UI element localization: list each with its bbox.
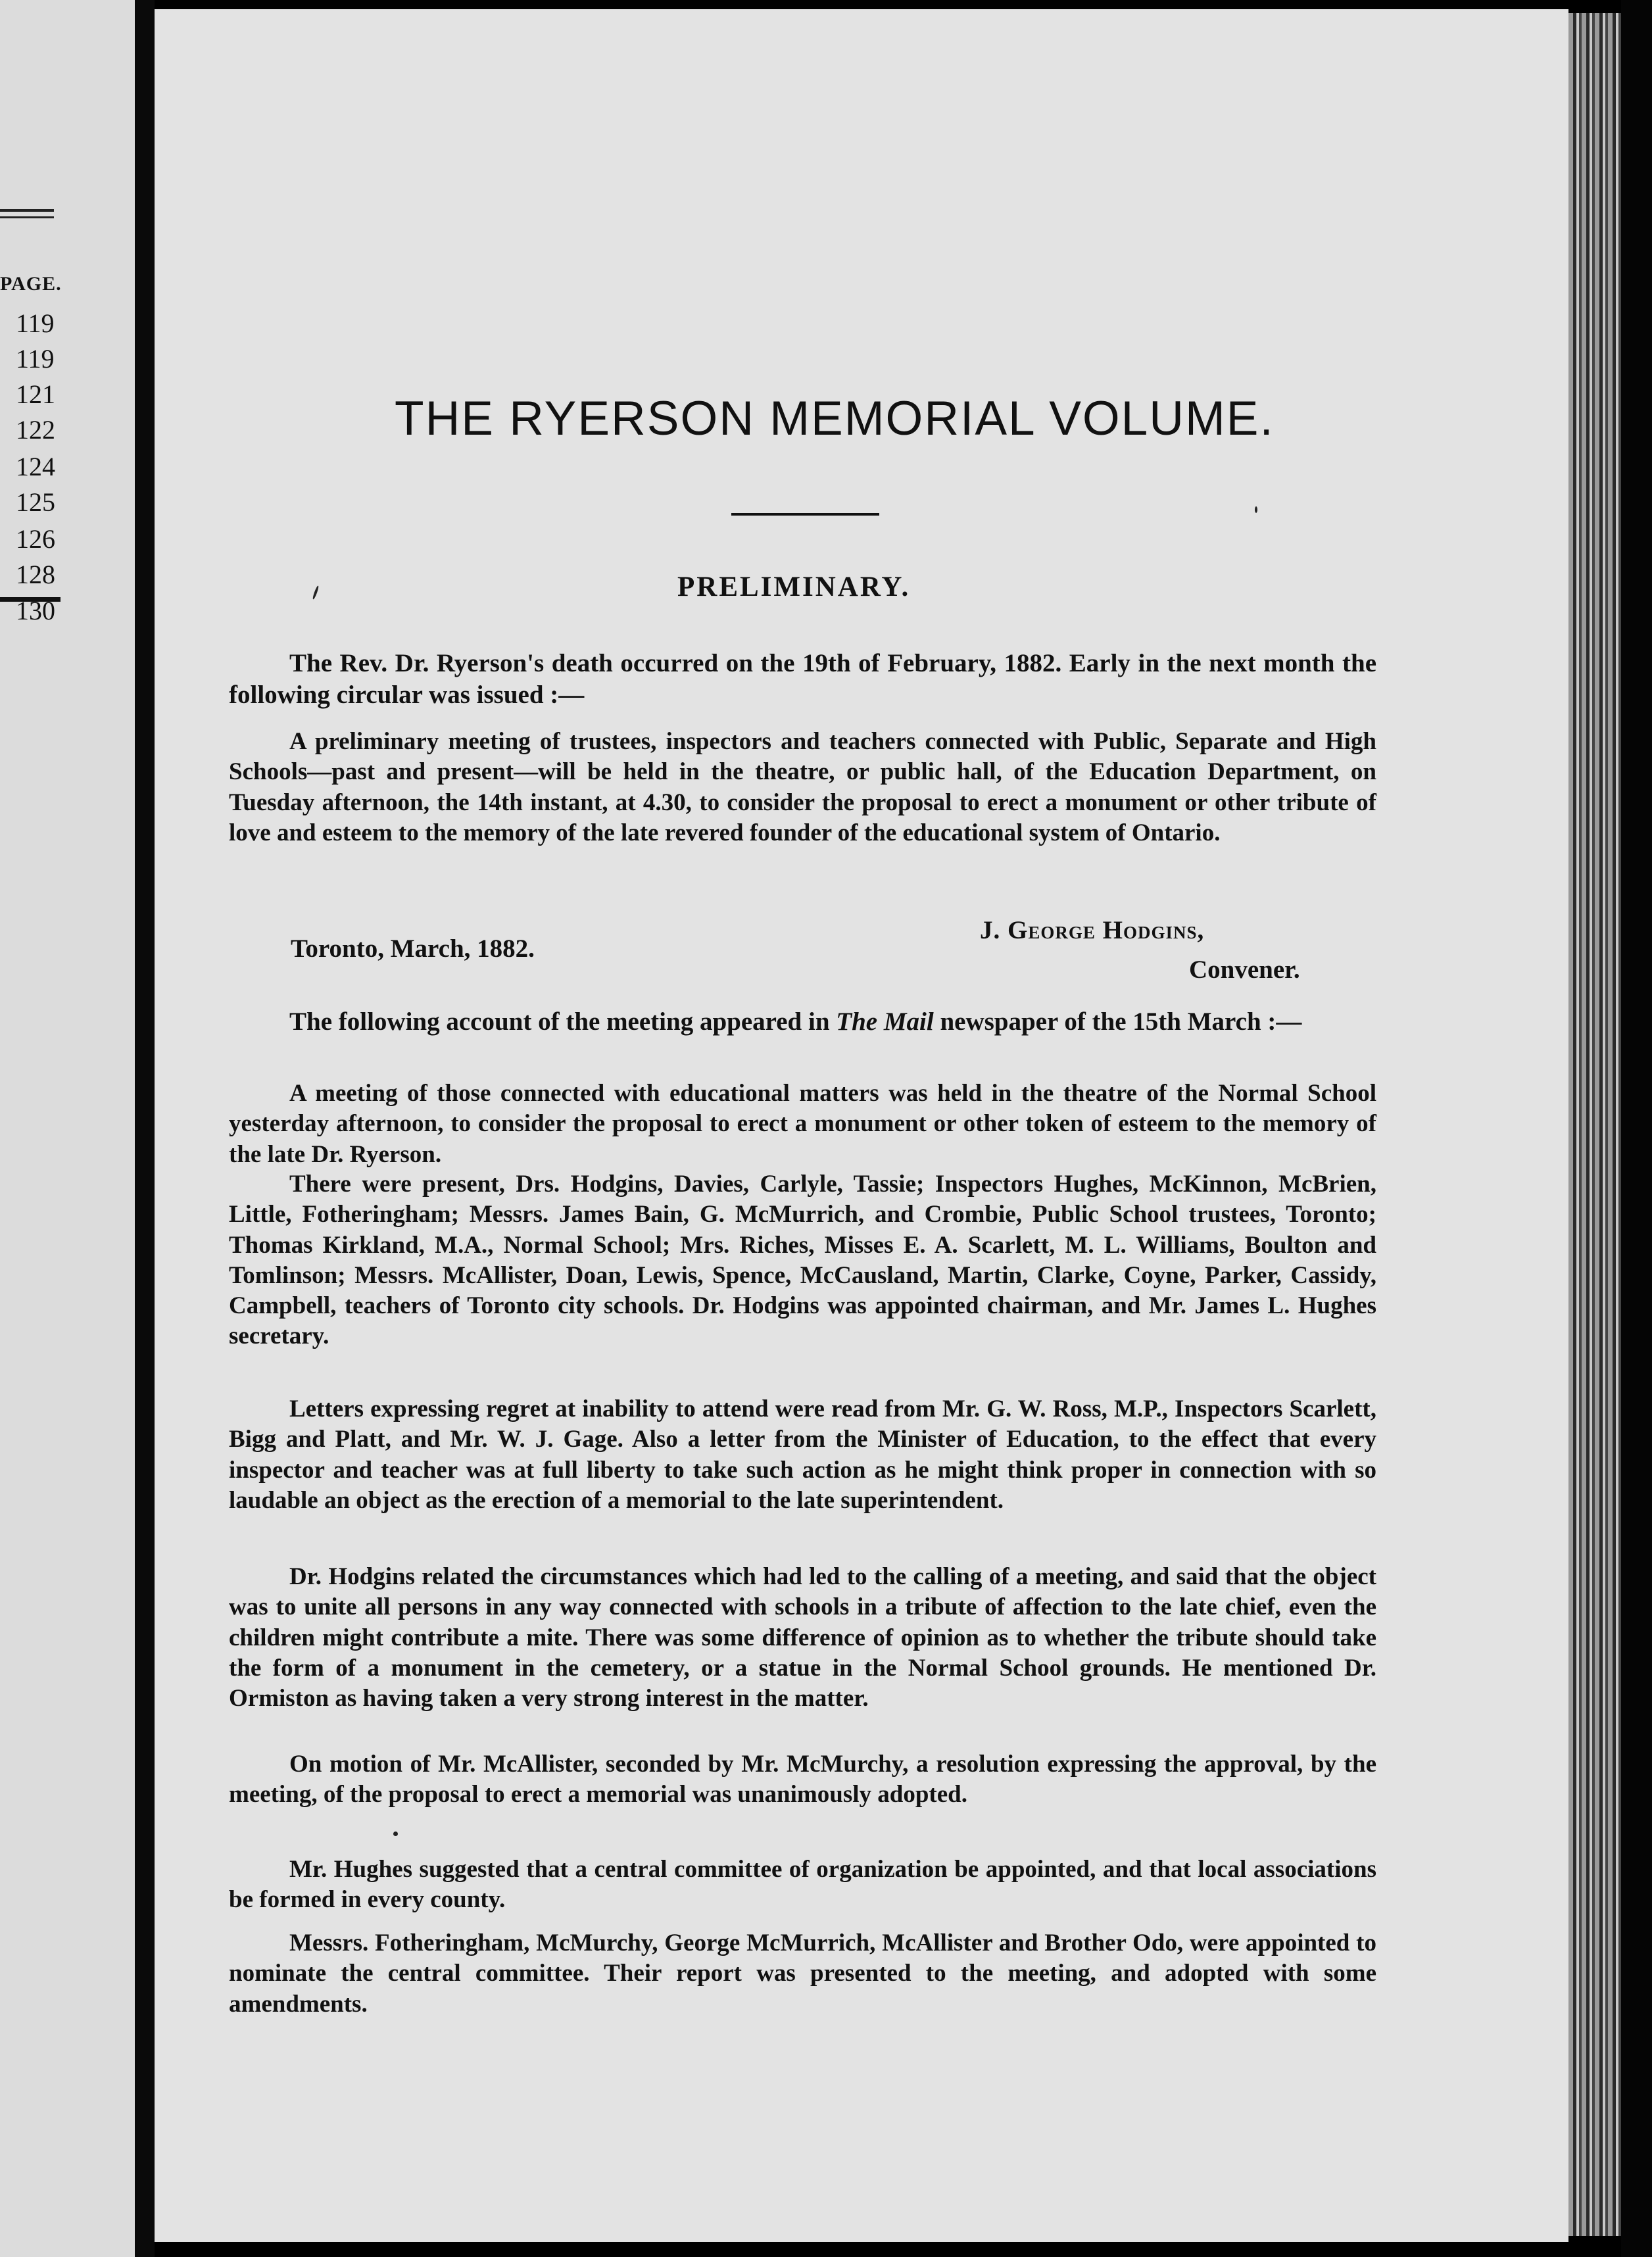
account-intro-text: The following account of the meeting appeared in: [289, 1007, 837, 1036]
report-paragraph: A meeting of those connected with educational matters was held in the theatre of the Normal School yesterday afternoon, to consider the proposal to erect a monument or other token of esteem to the memory of the late Dr. Ryerson.: [229, 1080, 1376, 1168]
account-intro-paragraph: [229, 1006, 1376, 1038]
facing-page: [0, 0, 135, 2257]
toc-page-number: 124: [16, 452, 55, 481]
toc-page-number: 119: [16, 344, 55, 374]
account-intro-text: newspaper of the 15th March :—: [933, 1007, 1302, 1036]
ink-speck: [1255, 506, 1257, 513]
toc-page-number: 119: [16, 308, 55, 338]
toc-page-number: 130: [16, 596, 55, 625]
report-paragraph: Letters expressing regret at inability to attend were read from Mr. G. W. Ross, M.P., Inspectors Scarlett, Bigg and Platt, and Mr. W. J. Gage. Also a letter from the Minister of Education, to the effect that every inspector and teacher was at full liberty to take such action as he might think proper in connection with so laudable an object as the erection of a memorial to the late superintendent.: [229, 1395, 1376, 1514]
signature-name: J. George Hodgins,: [980, 916, 1205, 944]
book-gutter: [135, 0, 155, 2257]
section-heading: PRELIMINARY.: [677, 571, 911, 602]
page-edges: [1568, 13, 1621, 2236]
intro-paragraph: The Rev. Dr. Ryerson's death occurred on the 19th of February, 1882. Early in the next month the following circular was issued :—: [229, 649, 1376, 709]
page-title: THE RYERSON MEMORIAL VOLUME.: [395, 392, 1275, 445]
double-rule: [0, 209, 54, 218]
toc-page-number: 122: [16, 415, 55, 445]
report-paragraph: Mr. Hughes suggested that a central committee of organization be appointed, and that local associations be formed in every county.: [229, 1856, 1376, 1914]
circular-text: A preliminary meeting of trustees, inspectors and teachers connected with Public, Separate and High Schools—past and present—will be held in the theatre, or public hall, of the Education Department, on Tuesday afternoon, the 14th instant, at 4.30, to consider the proposal to erect a monument or other tribute of love and esteem to the memory of the late revered founder of the educational system of Ontario.: [229, 728, 1376, 846]
toc-page-number: 128: [16, 560, 55, 589]
title-rule: [731, 513, 879, 516]
book-edge-shadow: [1621, 0, 1652, 2257]
report-paragraph: On motion of Mr. McAllister, seconded by Mr. McMurchy, a resolution expressing the approval, by the meeting, of the proposal to erect a memorial was unanimously adopted.: [229, 1751, 1376, 1808]
report-paragraph: There were present, Drs. Hodgins, Davies, Carlyle, Tassie; Inspectors Hughes, McKinnon, McBrien, Little, Fotheringham; Messrs. James Bain, G. McMurrich, and Crombie, Public School trustees, Toronto; Thomas Kirkland, M.A., Normal School; Mrs. Riches, Misses E. A. Scarlett, M. L. Williams, Boulton and Tomlinson; Messrs. McAllister, Doan, Lewis, Spence, McCausland, Martin, Clarke, Coyne, Parker, Cassidy, Campbell, teachers of Toronto city schools. Dr. Hodgins was appointed chairman, and Mr. James L. Hughes secretary.: [229, 1171, 1376, 1350]
report-paragraph: Messrs. Fotheringham, McMurchy, George McMurrich, McAllister and Brother Odo, were appointed to nominate the central committee. Their report was presented to the meeting, and adopted with some amendments.: [229, 1929, 1376, 2018]
toc-page-number: 121: [16, 379, 55, 409]
report-paragraph: Dr. Hodgins related the circumstances which had led to the calling of a meeting, and said that the object was to unite all persons in any way connected with schools in a tribute of affection to the late chief, even the children might contribute a mite. There was some difference of opinion as to whether the tribute should take the form of a monument in the cemetery, or a statue in the Normal School grounds. He mentioned Dr. Ormiston as having taken a very strong interest in the matter.: [229, 1563, 1376, 1712]
signature-place-date: Toronto, March, 1882.: [291, 934, 535, 963]
signature-role: Convener.: [1189, 956, 1300, 984]
ink-speck: [393, 1832, 398, 1836]
toc-page-header: PAGE.: [0, 273, 62, 295]
newspaper-name: The Mail: [836, 1007, 934, 1036]
toc-page-number: 125: [16, 487, 55, 517]
toc-page-number: 126: [16, 524, 55, 554]
